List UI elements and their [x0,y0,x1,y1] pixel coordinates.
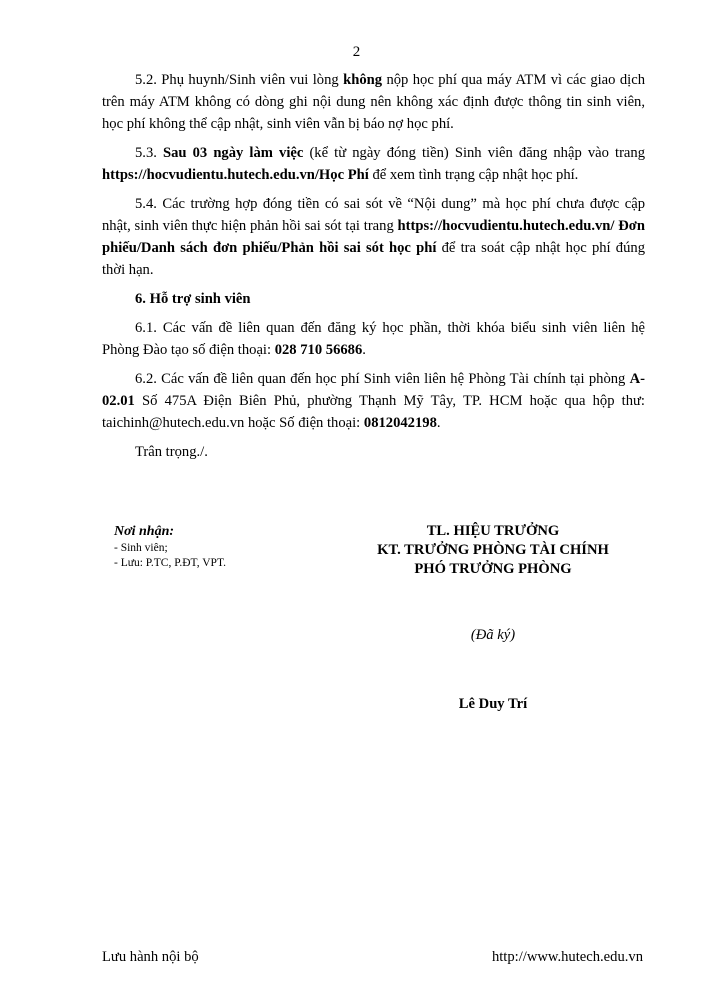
page-number: 2 [352,44,361,60]
signature-line-1: TL. HIỆU TRƯỞNG [426,523,560,539]
text: nộp học phí qua máy ATM vì các giao dịch trên máy ATM không có dòng ghi nội dung nên không xác định được thông tin sinh viên, học phí không thể cập nhật, sinh viên vẫn bị báo nợ học phí. [102,72,645,132]
closing-line: Trân trọng./. [135,444,208,460]
text: (kể từ ngày đóng tiền) Sinh viên đăng nhập vào trang [303,145,645,161]
signature-line-3: PHÓ TRƯỞNG PHÒNG [414,561,572,577]
paragraph-6-2 [102,368,645,434]
bold-text: không [343,72,383,88]
signer-name: Lê Duy Trí [458,696,528,712]
bold-text: Sau 03 ngày làm việc [163,145,304,161]
recipient-item: - Lưu: P.TC, P.ĐT, VPT. [114,557,226,569]
phone-number: 0812042198 [363,415,437,431]
signature-line-2: KT. TRƯỞNG PHÒNG TÀI CHÍNH [377,542,609,558]
paragraph-6-1 [102,317,645,361]
text: để xem tình trạng cập nhật học phí. [368,167,579,183]
link-text: https://hocvudientu.hutech.edu.vn/ Đơn phiếu/Danh sách đơn phiếu/Phản hồi sai sót học phí [102,218,645,256]
room-number: A-02.01 [102,371,645,409]
text: để tra soát cập nhật học phí đúng thời hạn. [102,240,645,278]
signature-block [343,522,643,579]
recipients-block [114,523,334,571]
text: 5.3. [135,145,163,161]
section-heading-6: 6. Hỗ trợ sinh viên [135,291,251,307]
signed-note: (Đã ký) [470,627,516,643]
text: . [362,342,366,358]
text: 6.1. Các vấn đề liên quan đến đăng ký học phần, thời khóa biểu sinh viên liên hệ Phòng Đào tạo số điện thoại: [102,320,645,358]
footer-left: Lưu hành nội bộ [102,949,199,965]
recipients-title: Nơi nhận: [114,524,175,539]
text: 5.2. Phụ huynh/Sinh viên vui lòng [135,72,344,88]
paragraph-5-3 [102,142,645,186]
text: 5.4. Các trường hợp đóng tiền có sai sót về “Nội dung” mà học phí chưa được cập nhật, sinh viên thực hiện phản hồi sai sót tại trang [102,196,645,234]
document-body [102,69,645,463]
text: Số 475A Điện Biên Phủ, phường Thạnh Mỹ Tây, TP. HCM hoặc qua hộp thư: taichinh@hutech.edu.vn hoặc Số điện thoại: [102,393,645,431]
text: . [436,415,441,431]
phone-number: 028 710 56686 [274,342,363,358]
recipient-item: - Sinh viên; [114,542,168,554]
paragraph-5-4 [102,193,645,281]
text: 6.2. Các vấn đề liên quan đến học phí Sinh viên liên hệ Phòng Tài chính tại phòng [135,371,630,387]
footer-right: http://www.hutech.edu.vn [491,949,643,965]
link-text: https://hocvudientu.hutech.edu.vn/Học Phí [102,167,369,183]
paragraph-5-2 [102,69,645,135]
